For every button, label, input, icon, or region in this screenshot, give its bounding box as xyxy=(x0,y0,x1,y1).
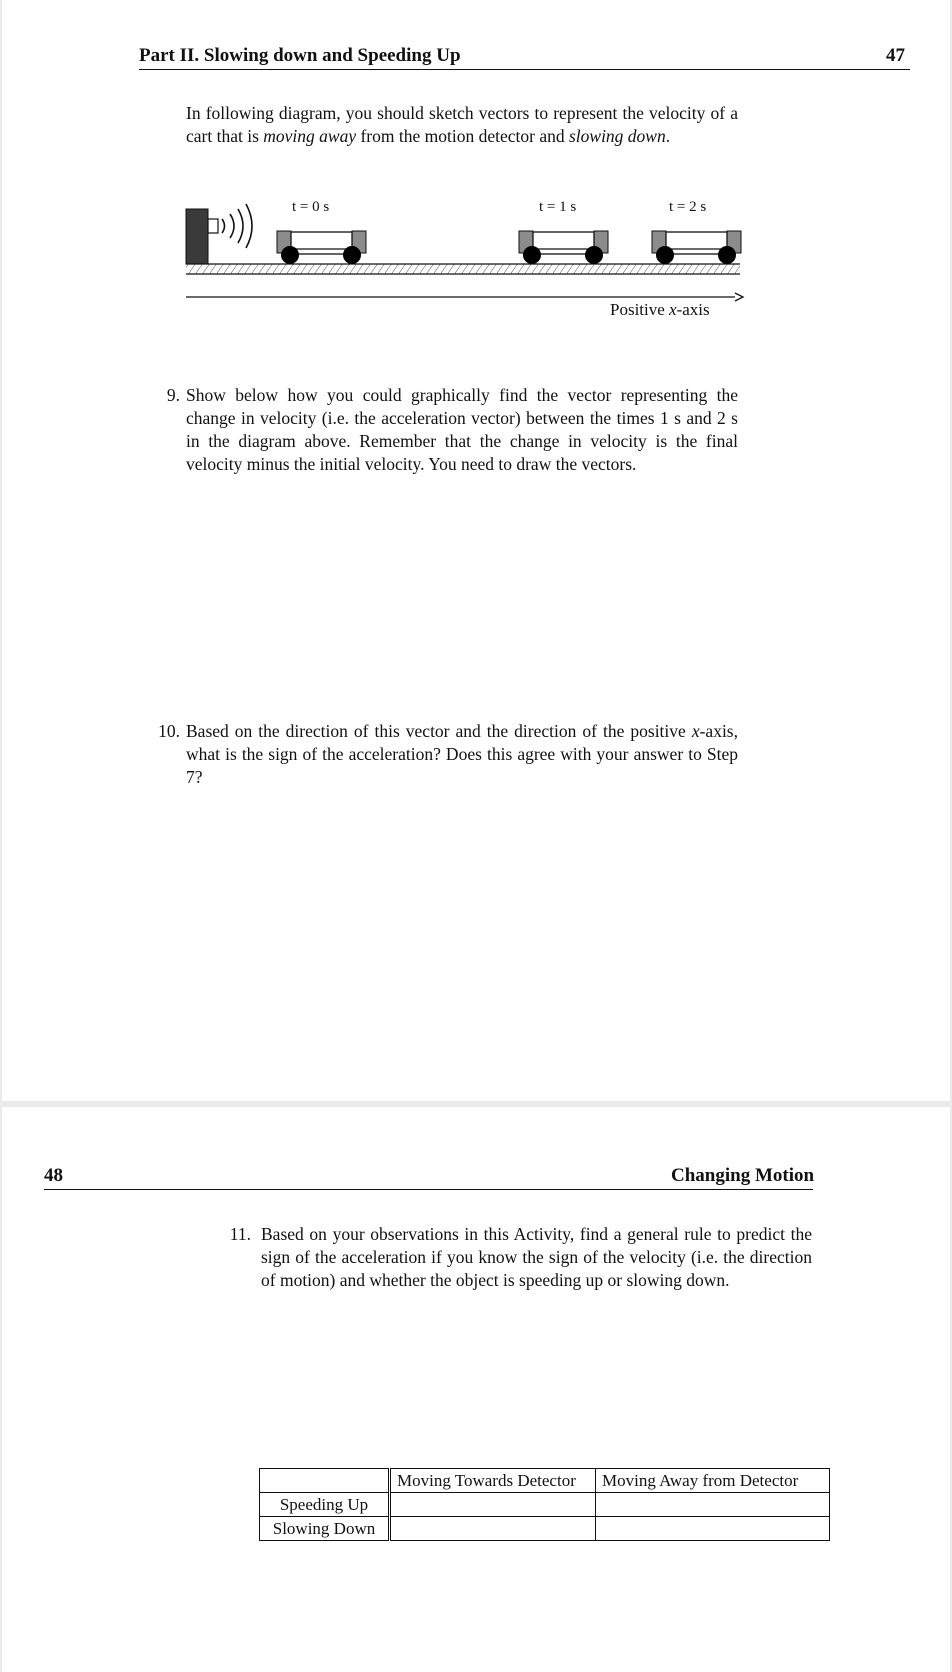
answer-cell[interactable] xyxy=(390,1517,596,1541)
axis-label: Positive x-axis xyxy=(610,300,710,319)
cart-t2 xyxy=(652,231,741,264)
q11-text: Based on your observations in this Activity, find a general rule to predict the sign of the acceleration if you know the sign of the velocity (i.e. the direction of motion) and whether the object is speeding up or slowing down. xyxy=(261,1224,812,1290)
page-header-title: Part II. Slowing down and Speeding Up xyxy=(139,45,461,66)
page-48 xyxy=(2,1107,950,1672)
q11-number: 11. xyxy=(229,1224,251,1244)
page-47 xyxy=(2,0,950,1101)
row-label-speeding-up: Speeding Up xyxy=(260,1493,390,1517)
time-label-t1: t = 1 s xyxy=(539,199,577,215)
answer-cell[interactable] xyxy=(390,1493,596,1517)
track xyxy=(186,264,740,274)
page-header-title: Changing Motion xyxy=(671,1165,815,1186)
q9-text: Show below how you could graphically find the vector representing the change in velocity (i.e. the acceleration vector) between the times 1 s and 2 s in the diagram above. Remember that the change in velocity is the final velocity minus the initial velocity. You need to draw the vectors. xyxy=(186,385,738,474)
row-label-slowing-down: Slowing Down xyxy=(260,1517,390,1541)
table-row xyxy=(260,1493,830,1517)
q10-text: Based on the direction of this vector and the direction of the positive x-axis, what is the sign of the acceleration? Does this agree with your answer to Step 7? xyxy=(186,721,738,787)
table-row xyxy=(260,1517,830,1541)
answer-cell[interactable] xyxy=(596,1493,830,1517)
cart-t1 xyxy=(519,231,608,264)
table-header-cell: Moving Towards Detector xyxy=(390,1469,596,1493)
cart-motion-diagram xyxy=(2,0,950,340)
q9-number: 9. xyxy=(166,385,180,405)
time-label-t2: t = 2 s xyxy=(669,199,707,215)
page-number: 47 xyxy=(886,45,905,66)
table-header-row xyxy=(260,1469,830,1493)
intro-paragraph: In following diagram, you should sketch vectors to represent the velocity of a cart that is moving away from the motion detector and slowing down. xyxy=(186,103,738,146)
cart-t0 xyxy=(277,231,366,264)
time-label-t0: t = 0 s xyxy=(292,199,330,215)
q10-number: 10. xyxy=(158,721,180,741)
header-rule xyxy=(44,1189,813,1190)
table-header-cell: Moving Away from Detector xyxy=(596,1469,830,1493)
motion-detector-icon xyxy=(186,204,252,264)
observation-table xyxy=(259,1468,830,1541)
page-number: 48 xyxy=(44,1165,63,1186)
table-header-cell xyxy=(260,1469,390,1493)
answer-cell[interactable] xyxy=(596,1517,830,1541)
